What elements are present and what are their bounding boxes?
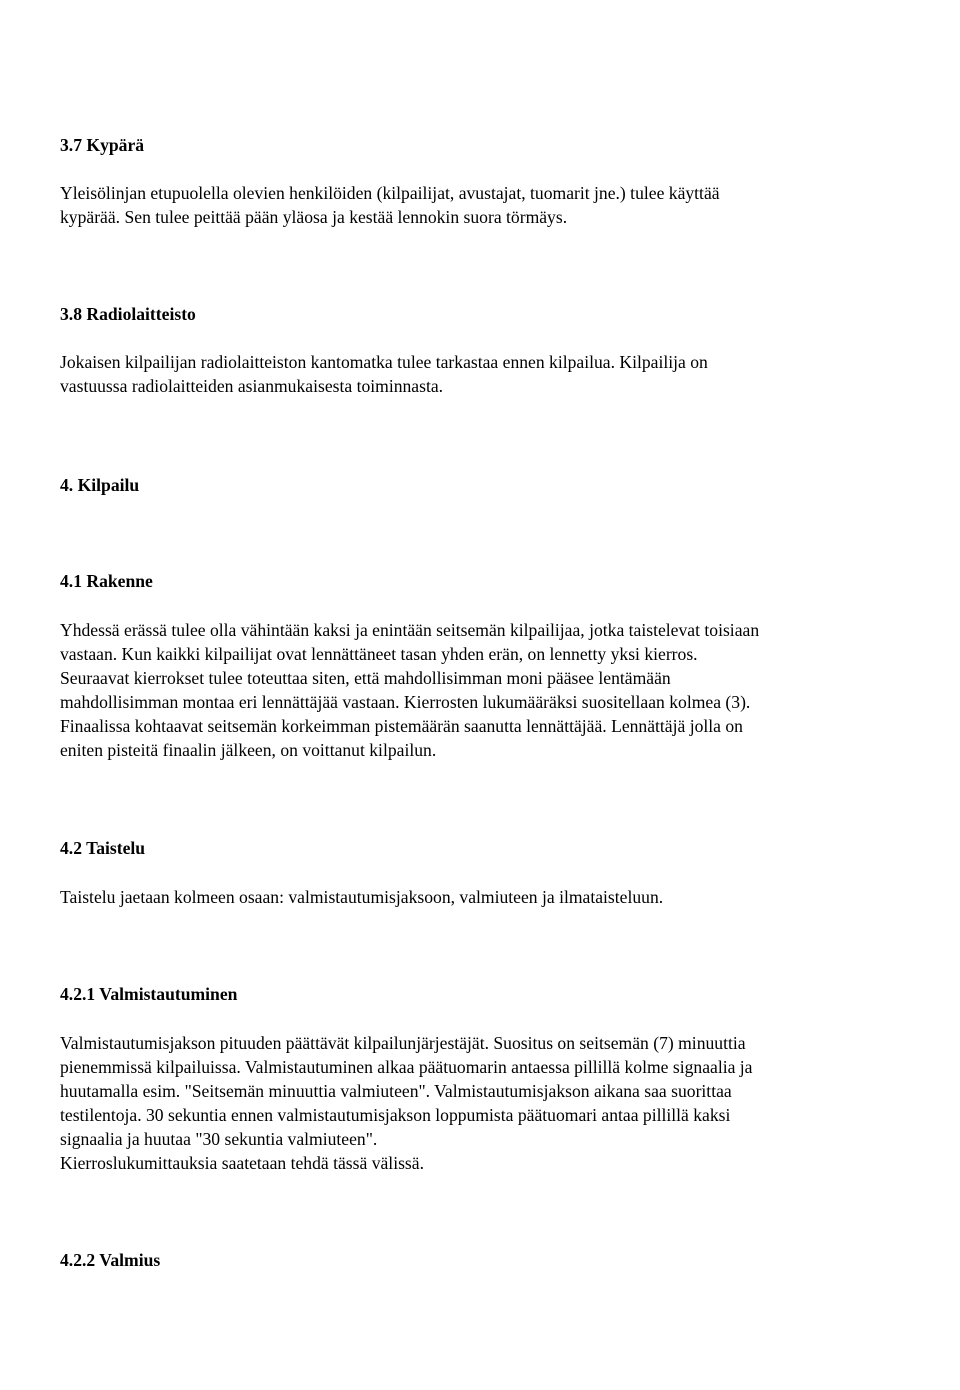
body-line: huutamalla esim. "Seitsemän minuuttia valmiuteen". Valmistautumisjakson aikana saa suorittaa [60, 1081, 732, 1101]
section-body-4-1 [60, 618, 759, 762]
body-line: eniten pisteitä finaalin jälkeen, on voittanut kilpailun. [60, 740, 437, 760]
section-heading-4-1: 4.1 Rakenne [60, 571, 153, 591]
section-heading-4-2: 4.2 Taistelu [60, 838, 146, 858]
section-heading-4-2-2: 4.2.2 Valmius [60, 1250, 161, 1270]
section-body-4-2 [60, 885, 663, 909]
body-line: Taistelu jaetaan kolmeen osaan: valmistautumisjaksoon, valmiuteen ja ilmataisteluun. [60, 887, 664, 907]
body-line: vastuussa radiolaitteiden asianmukaisesta toiminnasta. [60, 376, 444, 396]
body-line: mahdollisimman montaa eri lennättäjää vastaan. Kierrosten lukumääräksi suositellaan kolmea (3). [60, 692, 751, 712]
body-line: pienemmissä kilpailuissa. Valmistautuminen alkaa päätuomarin antaessa pillillä kolme signaalia ja [60, 1057, 753, 1077]
body-line: kypärää. Sen tulee peittää pään yläosa ja kestää lennokin suora törmäys. [60, 207, 568, 227]
body-line: Jokaisen kilpailijan radiolaitteiston kantomatka tulee tarkastaa ennen kilpailua. Kilpailija on [60, 352, 708, 372]
section-heading-3-8: 3.8 Radiolaitteisto [60, 304, 196, 324]
body-line: Kierroslukumittauksia saatetaan tehdä tässä välissä. [60, 1153, 424, 1173]
body-line: signaalia ja huutaa "30 sekuntia valmiuteen". [60, 1129, 378, 1149]
body-line: Valmistautumisjakson pituuden päättävät kilpailunjärjestäjät. Suositus on seitsemän (7) minuuttia [60, 1033, 746, 1053]
section-heading-4-2-1: 4.2.1 Valmistautuminen [60, 984, 238, 1004]
body-line: testilentoja. 30 sekuntia ennen valmistautumisjakson loppumista päätuomari antaa pillillä kaksi [60, 1105, 731, 1125]
section-heading-4: 4. Kilpailu [60, 475, 140, 495]
body-line: Yhdessä erässä tulee olla vähintään kaksi ja enintään seitsemän kilpailijaa, jotka taistelevat toisiaan [60, 620, 760, 640]
body-line: vastaan. Kun kaikki kilpailijat ovat lennättäneet tasan yhden erän, on lennetty yksi kierros. [60, 644, 698, 664]
body-line: Yleisölinjan etupuolella olevien henkilöiden (kilpailijat, avustajat, tuomarit jne.) tulee käyttää [60, 183, 720, 203]
section-body-3-7 [60, 181, 720, 229]
section-body-3-8 [60, 350, 708, 398]
body-line: Seuraavat kierrokset tulee toteuttaa siten, että mahdollisimman moni pääsee lentämään [60, 668, 671, 688]
section-heading-3-7: 3.7 Kypärä [60, 135, 145, 155]
body-line: Finaalissa kohtaavat seitsemän korkeimman pistemäärän saanutta lennättäjää. Lennättäjä jolla on [60, 716, 743, 736]
section-body-4-2-1 [60, 1031, 753, 1175]
